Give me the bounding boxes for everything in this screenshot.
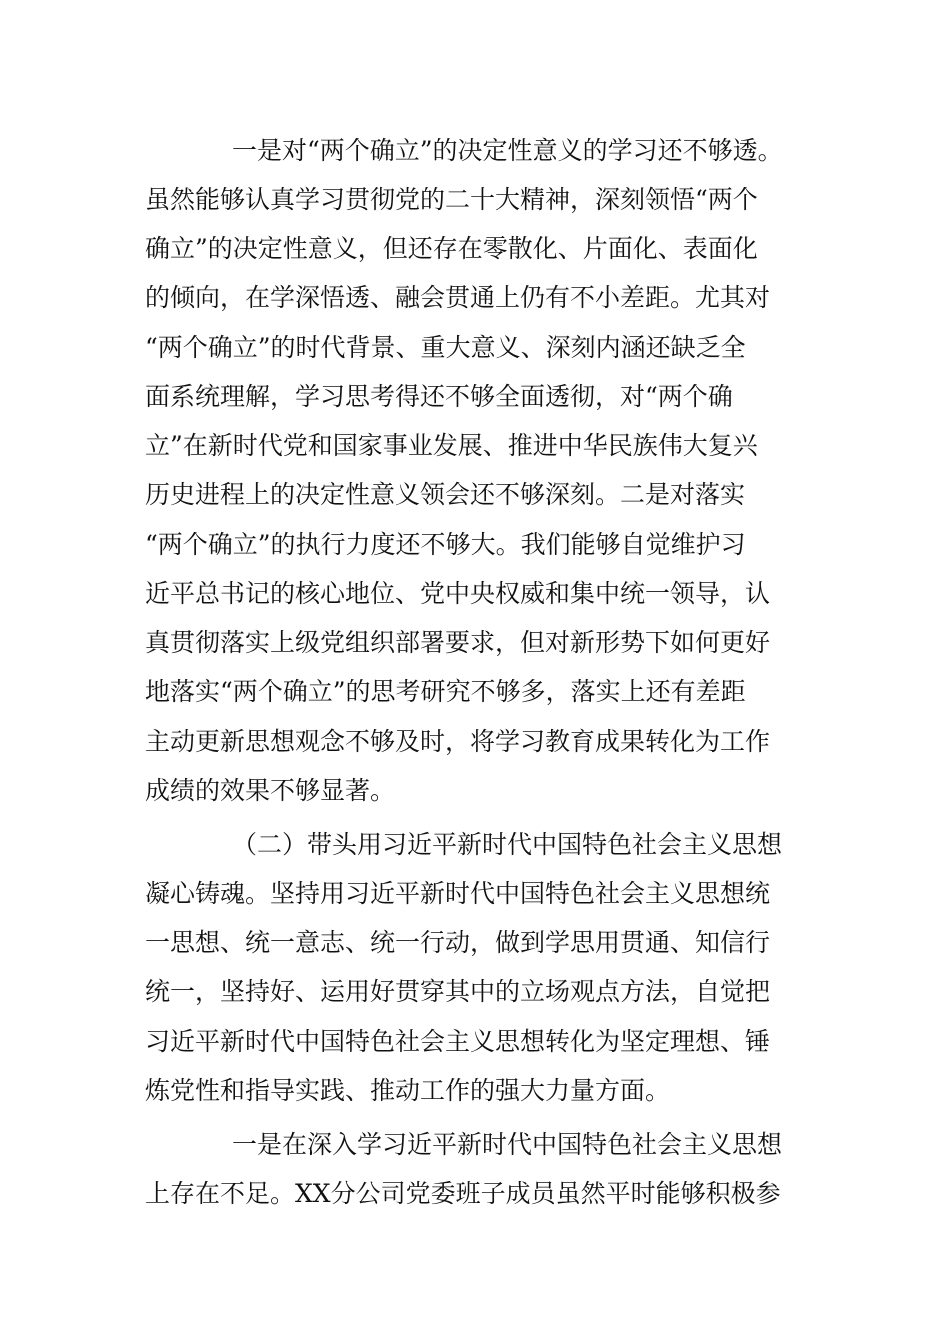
paragraph-line: 主动更新思想观念不够及时，将学习教育成果转化为工作: [145, 727, 771, 756]
paragraph-line: 一是对“两个确立”的决定性意义的学习还不够透。: [232, 136, 783, 165]
paragraph-line: 真贯彻落实上级党组织部署要求，但对新形势下如何更好: [145, 628, 771, 657]
paragraph-line: “两个确立”的时代背景、重大意义、深刻内涵还缺乏全: [145, 333, 746, 362]
paragraph-line: 立”在新时代党和国家事业发展、推进中华民族伟大复兴: [145, 431, 758, 460]
paragraph-line: 统一，坚持好、运用好贯穿其中的立场观点方法，自觉把: [145, 977, 771, 1006]
paragraph-line: 炼党性和指导实践、推动工作的强大力量方面。: [145, 1076, 671, 1105]
paragraph-line: 上存在不足。XX分公司党委班子成员虽然平时能够积极参: [145, 1179, 781, 1208]
paragraph-line: 凝心铸魂。坚持用习近平新时代中国特色社会主义思想统: [145, 879, 771, 908]
section-heading-line: （二）带头用习近平新时代中国特色社会主义思想: [232, 830, 783, 859]
paragraph-line: 一思想、统一意志、统一行动，做到学思用贯通、知信行: [145, 928, 771, 957]
paragraph-line: 地落实“两个确立”的思考研究不够多，落实上还有差距: [145, 677, 746, 706]
paragraph-line: 虽然能够认真学习贯彻党的二十大精神，深刻领悟“两个: [145, 185, 758, 214]
paragraph-line: 近平总书记的核心地位、党中央权威和集中统一领导，认: [145, 579, 771, 608]
paragraph-line: 确立”的决定性意义，但还存在零散化、片面化、表面化: [145, 234, 758, 263]
paragraph-line: 历史进程上的决定性意义领会还不够深刻。二是对落实: [145, 480, 746, 509]
paragraph-line: 一是在深入学习近平新时代中国特色社会主义思想: [232, 1130, 783, 1159]
paragraph-line: 成绩的效果不够显著。: [145, 776, 396, 805]
paragraph-line: 习近平新时代中国特色社会主义思想转化为坚定理想、锤: [145, 1027, 771, 1056]
paragraph-line: “两个确立”的执行力度还不够大。我们能够自觉维护习: [145, 530, 746, 559]
paragraph-line: 面系统理解，学习思考得还不够全面透彻，对“两个确: [145, 382, 733, 411]
paragraph-line: 的倾向，在学深悟透、融会贯通上仍有不小差距。尤其对: [145, 283, 771, 312]
